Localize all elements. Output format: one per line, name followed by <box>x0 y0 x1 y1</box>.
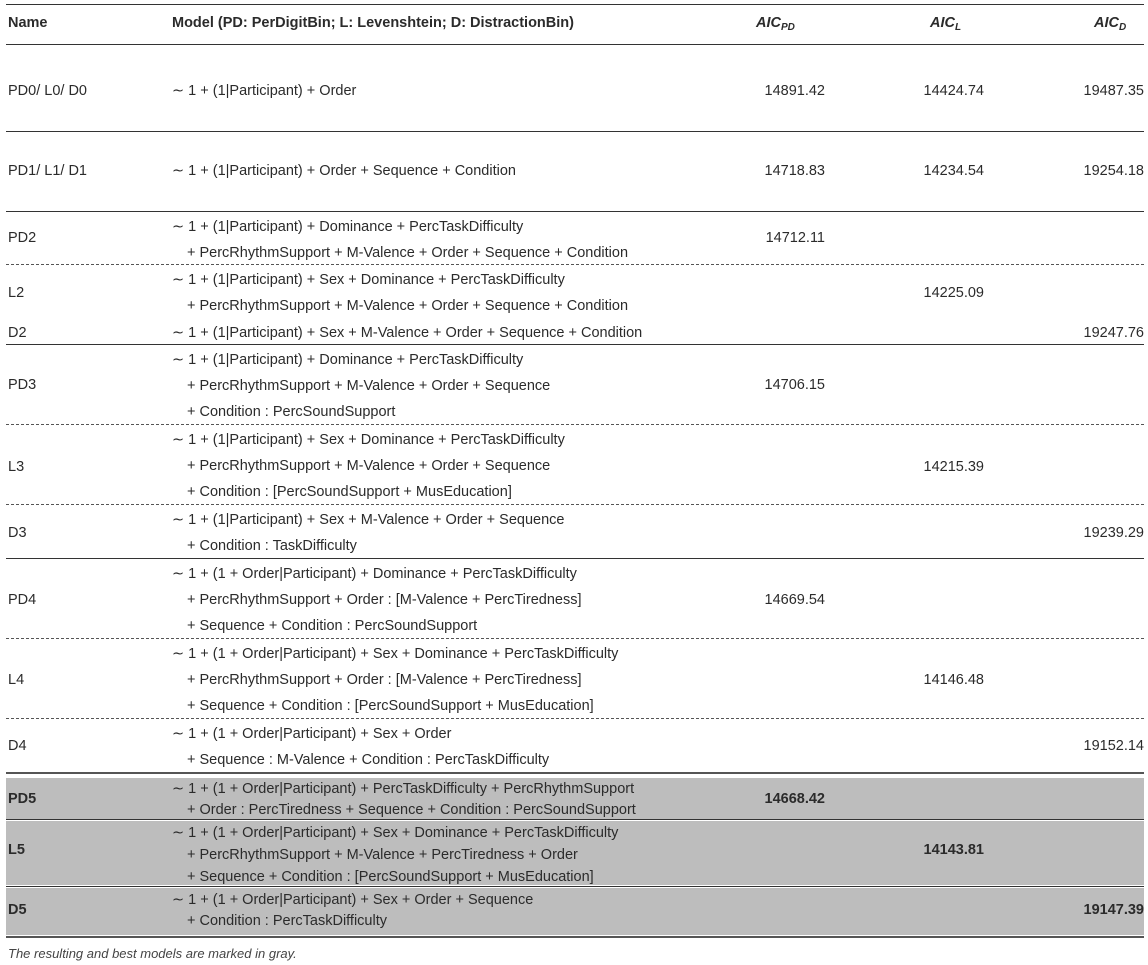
row-separator <box>6 344 1144 345</box>
table-footnote: The resulting and best models are marked in gray. <box>8 946 297 961</box>
aic-d-value: 19152.14 <box>1083 738 1144 754</box>
row-name: PD1/ L1/ D1 <box>8 163 87 179</box>
aic-l-value: 14215.39 <box>923 459 984 475</box>
row-name: L2 <box>8 285 25 301</box>
model-formula-line: + Condition : TaskDifficulty <box>187 538 357 554</box>
aic-pd-value: 14668.42 <box>764 791 825 807</box>
model-formula-line: + Sequence + Condition : [PercSoundSupport + MusEducation] <box>187 869 594 885</box>
model-formula-line: + Condition : PercTaskDifficulty <box>187 913 387 929</box>
model-formula-line: ∼ 1 + (1 + Order|Participant) + Sex + Dominance + PercTaskDifficulty <box>172 646 619 662</box>
aic-pd-value: 14891.42 <box>764 83 825 99</box>
row-name: L4 <box>8 672 25 688</box>
model-formula-line: + PercRhythmSupport + Order : [M-Valence + PercTiredness] <box>187 672 582 688</box>
model-formula-line: + PercRhythmSupport + M-Valence + Order + Sequence <box>187 458 551 474</box>
model-formula-line: + PercRhythmSupport + M-Valence + PercTiredness + Order <box>187 847 578 863</box>
aic-l-value: 14146.48 <box>923 672 984 688</box>
row-name: L3 <box>8 459 25 475</box>
header-model: Model (PD: PerDigitBin; L: Levenshtein; D: DistractionBin) <box>172 15 574 31</box>
model-formula-line: + PercRhythmSupport + M-Valence + Order + Sequence + Condition <box>187 298 629 314</box>
model-formula-line: ∼ 1 + (1 + Order|Participant) + PercTaskDifficulty + PercRhythmSupport <box>172 781 635 797</box>
aic-l-value: 14143.81 <box>923 842 984 858</box>
row-name: PD0/ L0/ D0 <box>8 83 87 99</box>
model-formula-line: ∼ 1 + (1|Participant) + Order + Sequence + Condition <box>172 163 516 179</box>
aic-l-value: 14225.09 <box>923 285 984 301</box>
model-formula-line: ∼ 1 + (1|Participant) + Sex + M-Valence + Order + Sequence <box>172 512 565 528</box>
model-formula-line: ∼ 1 + (1|Participant) + Order <box>172 83 357 99</box>
aic-d-value: 19247.76 <box>1083 325 1144 341</box>
row-separator <box>6 558 1144 559</box>
top-rule <box>6 4 1144 5</box>
aic-pd-value: 14712.11 <box>765 230 825 246</box>
model-formula-line: + PercRhythmSupport + M-Valence + Order + Sequence <box>187 378 551 394</box>
model-formula-line: ∼ 1 + (1 + Order|Participant) + Sex + Dominance + PercTaskDifficulty <box>172 825 619 841</box>
row-name: D4 <box>8 738 27 754</box>
row-separator <box>6 211 1144 212</box>
model-formula-line: + Order : PercTiredness + Sequence + Condition : PercSoundSupport <box>187 802 636 818</box>
aic-pd-value: 14706.15 <box>764 377 825 393</box>
row-name: D3 <box>8 525 27 541</box>
row-separator <box>6 264 1144 265</box>
model-formula-line: ∼ 1 + (1 + Order|Participant) + Sex + Order <box>172 726 452 742</box>
model-formula-line: + PercRhythmSupport + Order : [M-Valence + PercTiredness] <box>187 592 582 608</box>
bottom-rule <box>6 936 1144 938</box>
row-name: PD5 <box>8 791 37 807</box>
aic-pd-value: 14669.54 <box>764 592 825 608</box>
row-name: PD3 <box>8 377 37 393</box>
model-formula-line: ∼ 1 + (1|Participant) + Dominance + PercTaskDifficulty <box>172 352 524 368</box>
header-name: Name <box>8 15 48 31</box>
model-formula-line: ∼ 1 + (1|Participant) + Dominance + PercTaskDifficulty <box>172 219 524 235</box>
model-formula-line: + Sequence + Condition : [PercSoundSupport + MusEducation] <box>187 698 594 714</box>
model-formula-line: + Condition : PercSoundSupport <box>187 404 396 420</box>
header-aic-d: $AIC_D$ <box>1094 15 1127 33</box>
aic-pd-value: 14718.83 <box>764 163 825 179</box>
model-formula-line: ∼ 1 + (1|Participant) + Sex + M-Valence + Order + Sequence + Condition <box>172 325 643 341</box>
row-name: PD2 <box>8 230 37 246</box>
model-formula-line: + PercRhythmSupport + M-Valence + Order + Sequence + Condition <box>187 245 629 261</box>
model-formula-line: ∼ 1 + (1 + Order|Participant) + Dominance + PercTaskDifficulty <box>172 566 577 582</box>
aic-l-value: 14234.54 <box>923 163 984 179</box>
model-formula-line: ∼ 1 + (1|Participant) + Sex + Dominance + PercTaskDifficulty <box>172 432 565 448</box>
row-separator <box>6 638 1144 639</box>
row-separator <box>6 504 1144 505</box>
aic-d-value: 19239.29 <box>1083 525 1144 541</box>
aic-d-value: 19147.39 <box>1083 902 1144 918</box>
model-formula-line: + Sequence : M-Valence + Condition : PercTaskDifficulty <box>187 752 550 768</box>
model-formula-line: + Sequence + Condition : PercSoundSupport <box>187 618 478 634</box>
header-rule <box>6 44 1144 45</box>
row-name: D2 <box>8 325 27 341</box>
aic-d-value: 19487.35 <box>1083 83 1144 99</box>
row-separator <box>6 131 1144 132</box>
row-name: PD4 <box>8 592 37 608</box>
model-formula-line: ∼ 1 + (1 + Order|Participant) + Sex + Order + Sequence <box>172 892 534 908</box>
header-aic-l: $AIC_L$ <box>930 15 962 33</box>
row-name: D5 <box>8 902 27 918</box>
aic-d-value: 19254.18 <box>1083 163 1144 179</box>
row-name: L5 <box>8 842 25 858</box>
row-separator <box>6 772 1144 774</box>
aic-l-value: 14424.74 <box>923 83 984 99</box>
header-aic-pd: $AIC_{PD}$ <box>756 15 795 33</box>
row-separator <box>6 424 1144 425</box>
row-separator <box>6 718 1144 719</box>
model-formula-line: + Condition : [PercSoundSupport + MusEducation] <box>187 484 512 500</box>
model-formula-line: ∼ 1 + (1|Participant) + Sex + Dominance + PercTaskDifficulty <box>172 272 565 288</box>
